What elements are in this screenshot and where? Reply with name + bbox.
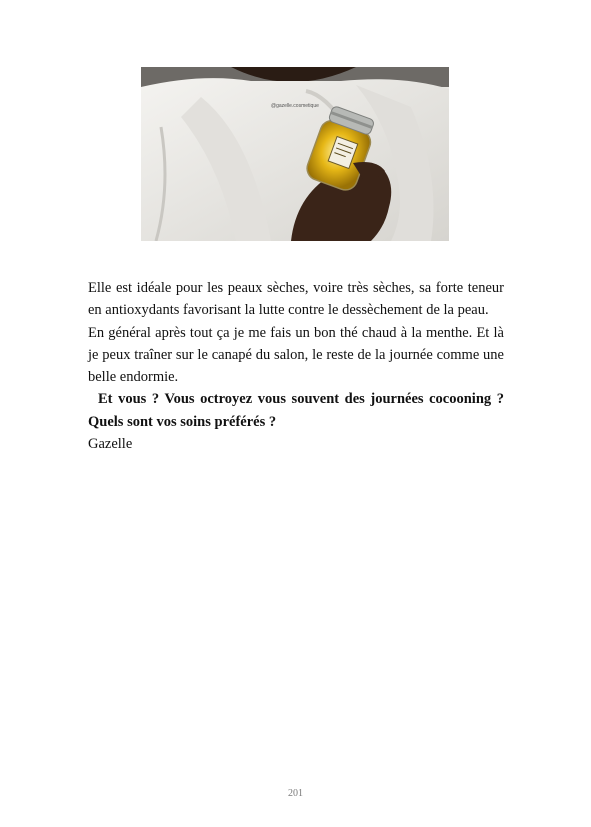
article-body (88, 277, 504, 455)
paragraph-skin-benefits: Elle est idéale pour les peaux sèches, voire très sèches, sa forte teneur en antioxydants favorisant la lutte contre le dessèchement de la peau. (88, 280, 504, 319)
paragraph-tea-ritual: En général après tout ça je me fais un bon thé chaud à la menthe. Et là je peux traîner sur le canapé du salon, le reste de la journée comme une belle endormie. (88, 324, 504, 386)
signature: Gazelle (88, 436, 133, 453)
reader-question: Et vous ? Vous octroyez vous souvent des journées cocooning ? Quels sont vos soins préférés ? (88, 391, 504, 430)
page-number: 201 (288, 788, 303, 799)
photo-watermark: @gazelle.cosmetique (271, 103, 319, 109)
jar-photo (141, 67, 449, 241)
